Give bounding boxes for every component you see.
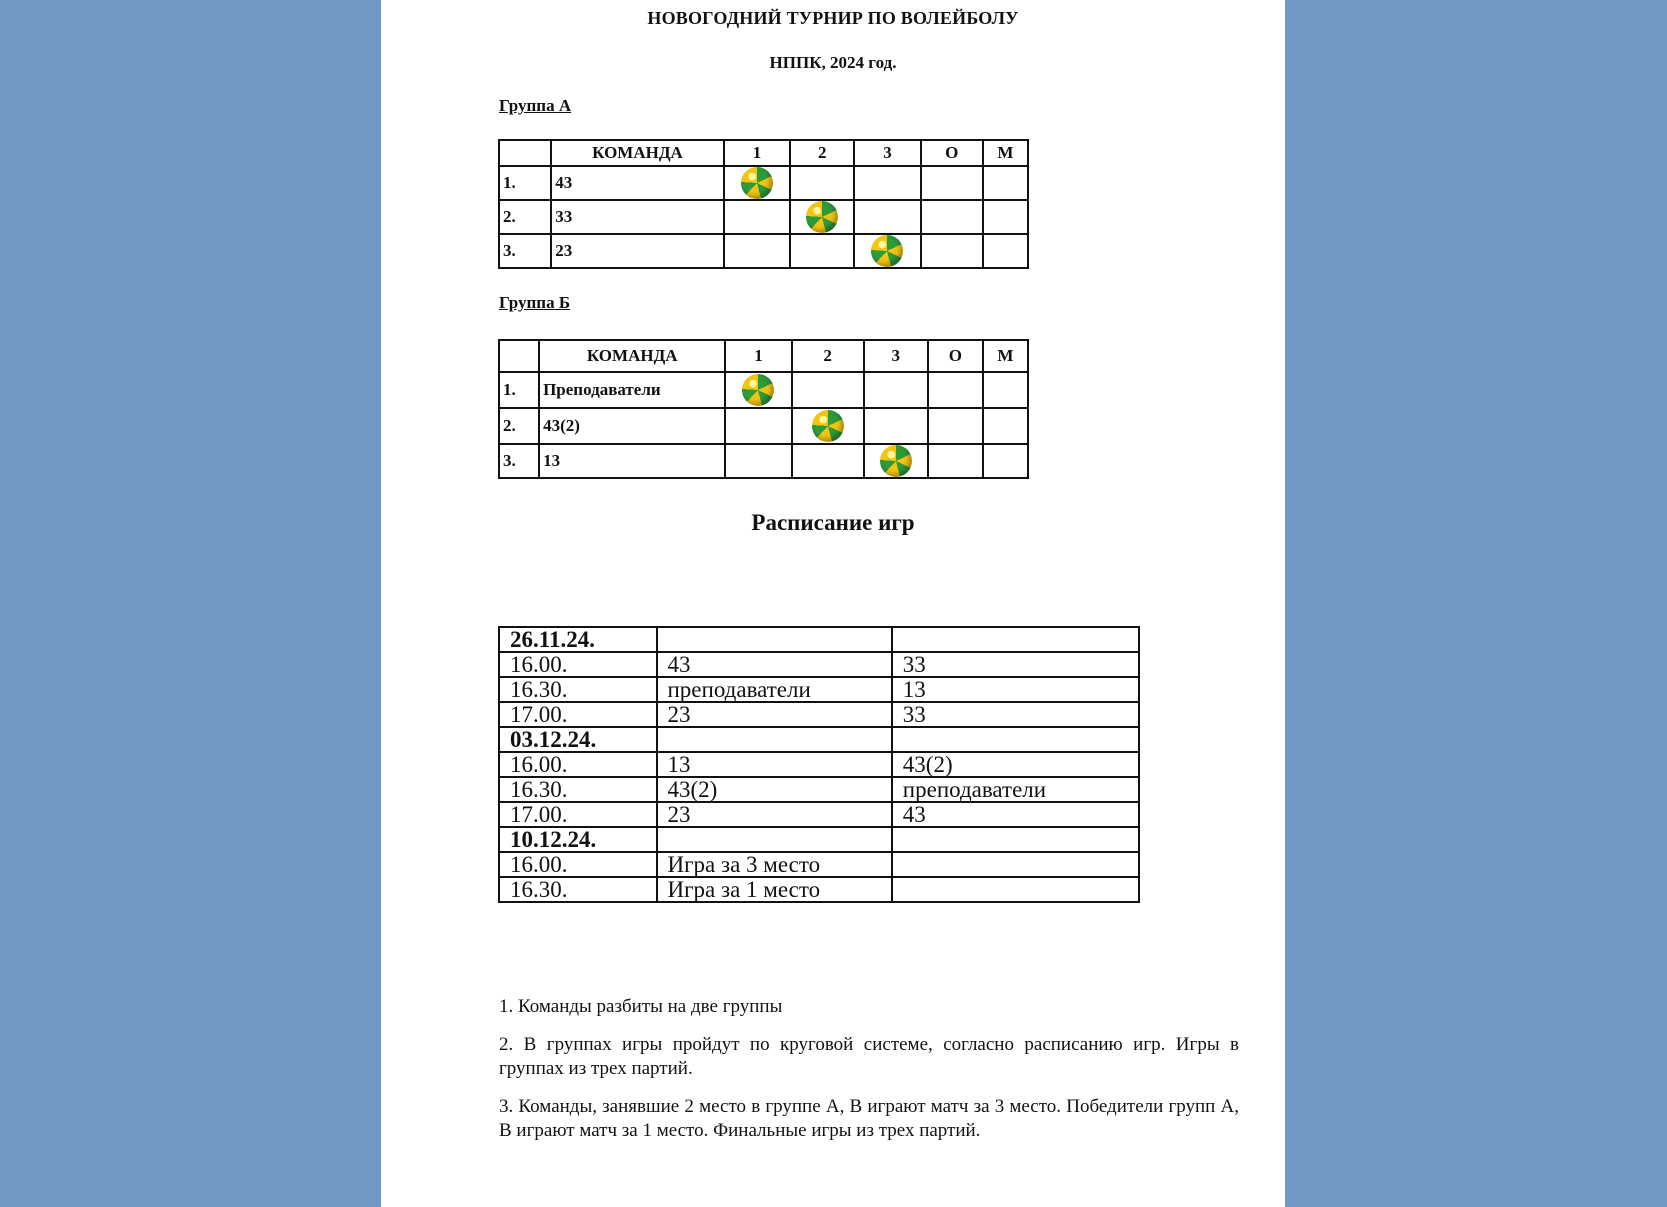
- row-number: 3.: [499, 444, 539, 478]
- header-cell: 2: [790, 140, 854, 166]
- team-name: 43(2): [539, 408, 725, 444]
- header-cell: М: [983, 140, 1028, 166]
- volleyball-icon: [806, 201, 838, 233]
- schedule-team-1: преподаватели: [657, 677, 892, 702]
- schedule-team-2: 43(2): [892, 752, 1139, 777]
- schedule-date: 10.12.24.: [499, 827, 657, 852]
- schedule-team-1: 43: [657, 652, 892, 677]
- schedule-team-2: [892, 852, 1139, 877]
- team-name: Преподаватели: [539, 372, 725, 408]
- row-number: 2.: [499, 200, 551, 234]
- schedule-team-2: [892, 877, 1139, 902]
- table-row: [499, 444, 1028, 478]
- header-cell: 3: [854, 140, 920, 166]
- schedule-row: [499, 677, 1139, 702]
- schedule-row: [499, 752, 1139, 777]
- team-name: 23: [551, 234, 724, 268]
- schedule-team-1: [657, 727, 892, 752]
- schedule-time: 16.00.: [499, 852, 657, 877]
- table-row: [499, 200, 1028, 234]
- schedule-team-2: 33: [892, 652, 1139, 677]
- header-cell: КОМАНДА: [551, 140, 724, 166]
- group-a-label: Группа А: [499, 96, 572, 115]
- schedule-team-1: 13: [657, 752, 892, 777]
- document-subtitle: НППК, 2024 год.: [769, 53, 897, 72]
- schedule-team-1: [657, 627, 892, 652]
- row-number: 3.: [499, 234, 551, 268]
- schedule-time: 16.30.: [499, 777, 657, 802]
- row-number: 1.: [499, 166, 551, 200]
- schedule-team-1: [657, 827, 892, 852]
- group-b-table: [498, 339, 1029, 479]
- table-row: [499, 234, 1028, 268]
- volleyball-icon: [880, 445, 912, 477]
- schedule-team-1: Игра за 3 место: [657, 852, 892, 877]
- team-name: 33: [551, 200, 724, 234]
- schedule-team-1: 23: [657, 702, 892, 727]
- schedule-time: 17.00.: [499, 802, 657, 827]
- schedule-team-1: 23: [657, 802, 892, 827]
- schedule-team-1: Игра за 1 место: [657, 877, 892, 902]
- schedule-team-2: 13: [892, 677, 1139, 702]
- schedule-team-2: [892, 827, 1139, 852]
- schedule-team-1: 43(2): [657, 777, 892, 802]
- notes-section: [499, 995, 1239, 1157]
- group-a-table: [498, 139, 1029, 269]
- row-number: 2.: [499, 408, 539, 444]
- header-cell: 3: [864, 340, 928, 372]
- note-item: 1. Команды разбиты на две группы: [499, 996, 783, 1017]
- schedule-time: 16.00.: [499, 752, 657, 777]
- schedule-team-2: 43: [892, 802, 1139, 827]
- schedule-date-row: [499, 727, 1139, 752]
- header-cell: О: [921, 140, 983, 166]
- volleyball-icon: [871, 235, 903, 267]
- group-a-header-row: [499, 140, 1028, 166]
- volleyball-icon: [812, 410, 844, 442]
- note-item: 3. Команды, занявшие 2 место в группе А, В играют матч за 3 место. Победители групп А, В играют матч за 1 место. Финальные игры из трех партий.: [499, 1096, 1239, 1141]
- volleyball-icon: [741, 167, 773, 199]
- row-number: 1.: [499, 372, 539, 408]
- schedule-row: [499, 877, 1139, 902]
- schedule-time: 17.00.: [499, 702, 657, 727]
- table-row: [499, 166, 1028, 200]
- schedule-row: [499, 652, 1139, 677]
- header-cell: О: [928, 340, 983, 372]
- schedule-table: [498, 626, 1140, 903]
- schedule-time: 16.30.: [499, 877, 657, 902]
- schedule-team-2: [892, 627, 1139, 652]
- table-row: [499, 408, 1028, 444]
- schedule-time: 16.00.: [499, 652, 657, 677]
- schedule-row: [499, 852, 1139, 877]
- header-cell: [499, 340, 539, 372]
- document-title: НОВОГОДНИЙ ТУРНИР ПО ВОЛЕЙБОЛУ: [647, 8, 1019, 28]
- team-name: 13: [539, 444, 725, 478]
- schedule-team-2: 33: [892, 702, 1139, 727]
- group-b-label: Группа Б: [499, 293, 571, 312]
- schedule-title: Расписание игр: [751, 510, 915, 535]
- header-cell: 1: [725, 340, 791, 372]
- schedule-row: [499, 802, 1139, 827]
- schedule-team-2: преподаватели: [892, 777, 1139, 802]
- header-cell: М: [983, 340, 1028, 372]
- schedule-date-row: [499, 627, 1139, 652]
- note-item: 2. В группах игры пройдут по круговой системе, согласно расписанию игр. Игры в группах из трех партий.: [499, 1034, 1239, 1079]
- schedule-date: 26.11.24.: [499, 627, 657, 652]
- header-cell: [499, 140, 551, 166]
- schedule-row: [499, 777, 1139, 802]
- table-row: [499, 372, 1028, 408]
- document-page: [381, 0, 1285, 1207]
- schedule-row: [499, 702, 1139, 727]
- header-cell: 1: [724, 140, 790, 166]
- group-b-header-row: [499, 340, 1028, 372]
- schedule-date: 03.12.24.: [499, 727, 657, 752]
- schedule-team-2: [892, 727, 1139, 752]
- team-name: 43: [551, 166, 724, 200]
- schedule-time: 16.30.: [499, 677, 657, 702]
- volleyball-icon: [742, 374, 774, 406]
- header-cell: КОМАНДА: [539, 340, 725, 372]
- schedule-date-row: [499, 827, 1139, 852]
- header-cell: 2: [792, 340, 864, 372]
